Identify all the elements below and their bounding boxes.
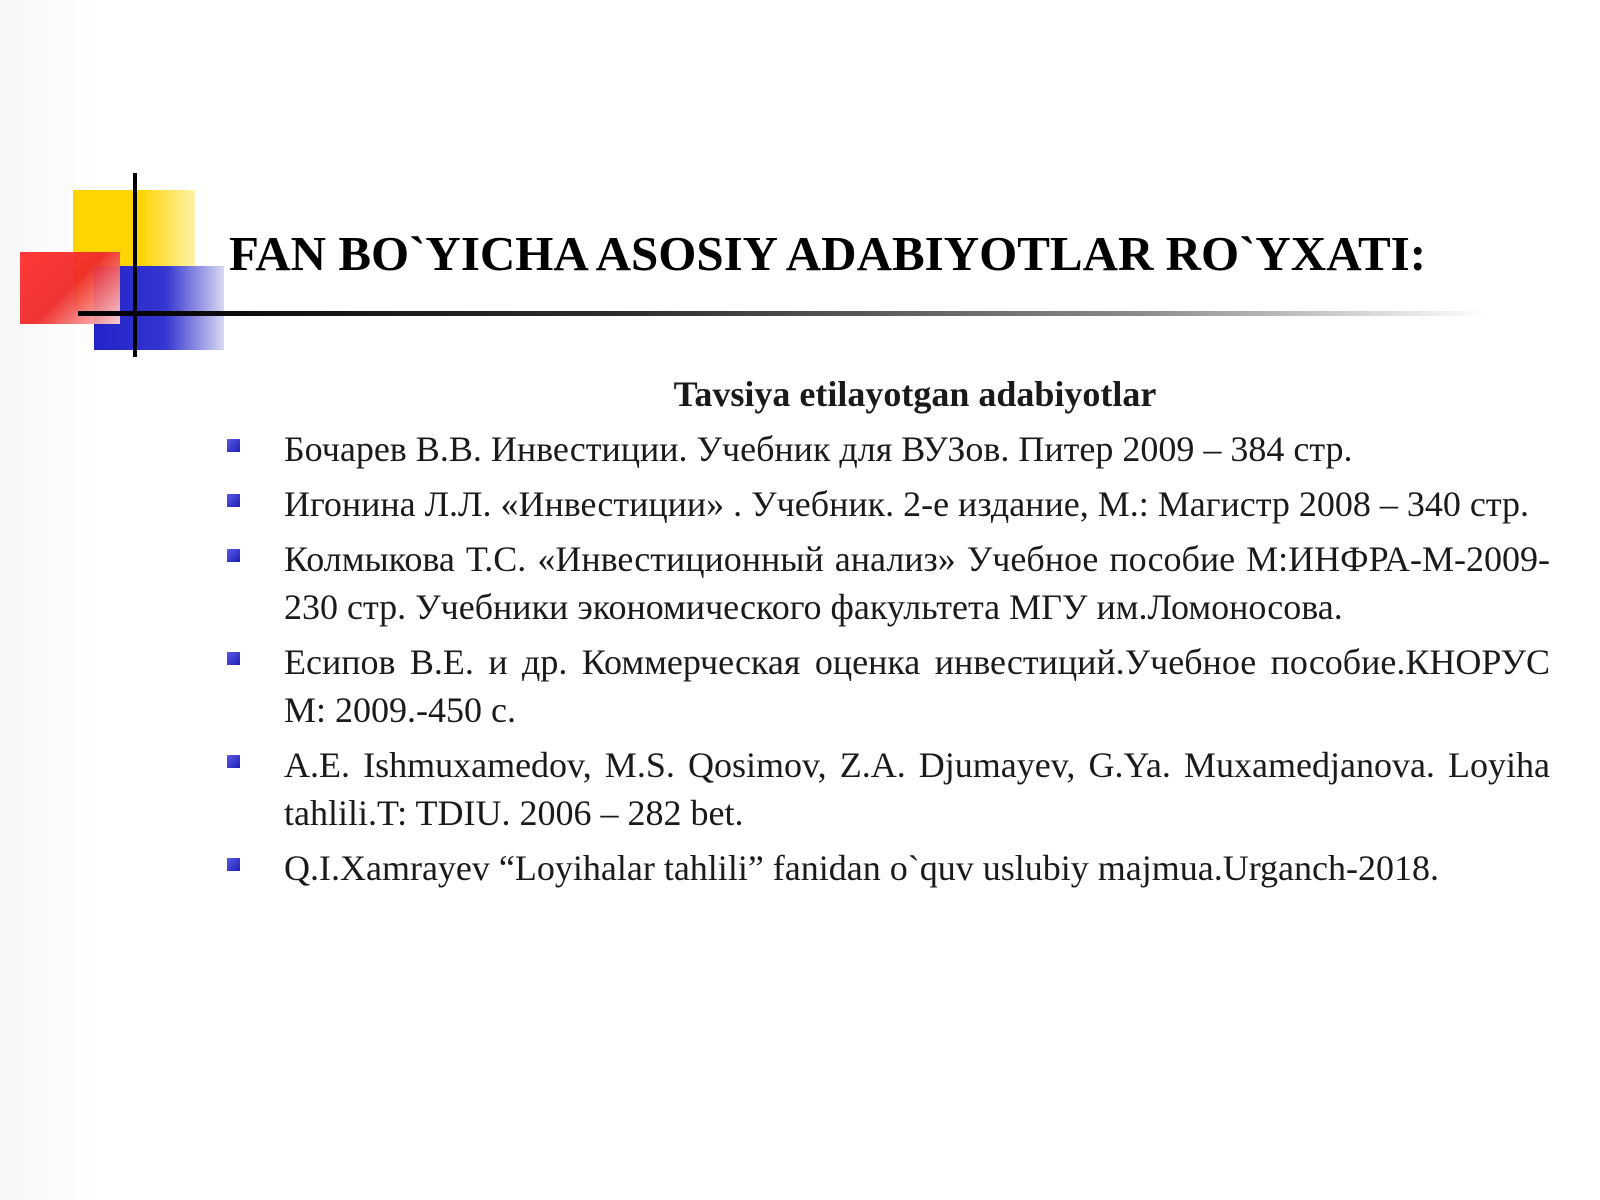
square-bullet-icon <box>227 439 240 452</box>
reference-list <box>0 425 1600 899</box>
square-bullet-icon <box>227 494 240 507</box>
title-underline <box>78 311 1488 316</box>
square-bullet-icon <box>227 858 240 871</box>
list-item <box>0 480 1600 528</box>
reference-text: Колмыкова Т.С. «Инвестиционный анализ» Учебное пособие М:ИНФРА-М-2009-230 стр. Учебники экономического факультета МГУ им.Ломоносова. <box>284 539 1550 627</box>
slide-title: FAN BO`YICHA ASOSIY ADABIYOTLAR RO`YXATI: <box>229 226 1427 281</box>
list-item <box>0 741 1600 837</box>
list-item <box>0 425 1600 473</box>
reference-text: A.E. Ishmuxamedov, M.S. Qosimov, Z.A. Djumayev, G.Ya. Muxamedjanova. Loyiha tahlili.T: TDIU. 2006 – 282 bet. <box>284 745 1550 833</box>
list-item <box>0 844 1600 892</box>
list-item <box>0 638 1600 734</box>
square-bullet-icon <box>227 755 240 768</box>
square-bullet-icon <box>227 549 240 562</box>
reference-text: Бочарев В.В. Инвестиции. Учебник для ВУЗов. Питер 2009 – 384 стр. <box>284 429 1353 469</box>
reference-text: Q.I.Xamrayev “Loyihalar tahlili” fanidan o`quv uslubiy majmua.Urganch-2018. <box>284 848 1439 888</box>
list-item <box>0 535 1600 631</box>
reference-text: Игонина Л.Л. «Инвестиции» . Учебник. 2-е издание, М.: Магистр 2008 – 340 стр. <box>284 484 1530 524</box>
vertical-divider-line <box>133 173 137 357</box>
reference-text: Есипов В.Е. и др. Коммерческая оценка инвестиций.Учебное пособие.КНОРУС М: 2009.-450 с. <box>284 642 1550 730</box>
square-bullet-icon <box>227 652 240 665</box>
slide-subtitle: Tavsiya etilayotgan adabiyotlar <box>673 374 1157 414</box>
